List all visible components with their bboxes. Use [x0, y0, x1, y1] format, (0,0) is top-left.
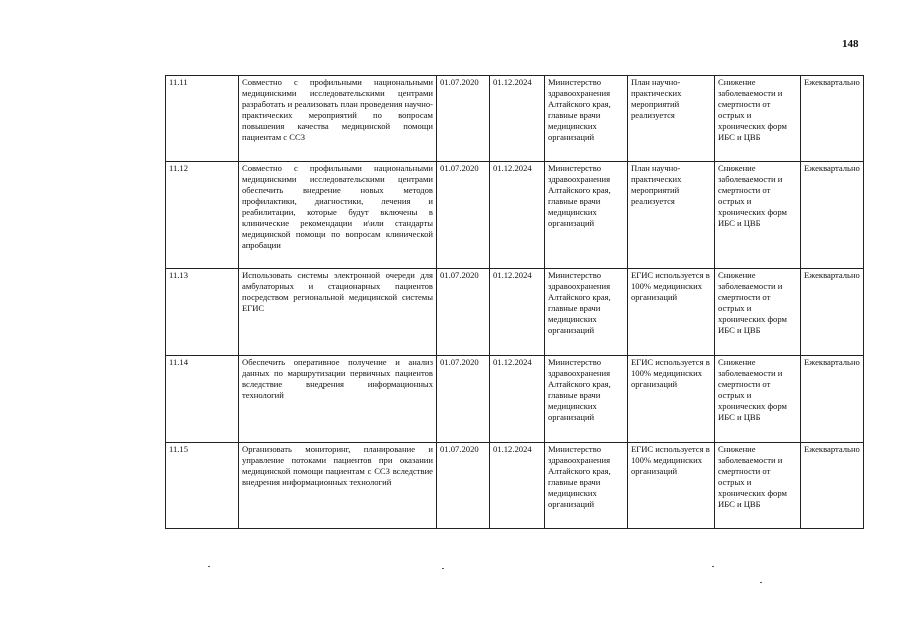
- measure-number: 11.15: [166, 443, 239, 529]
- end-date: 01.12.2024: [490, 443, 545, 529]
- start-date: 01.07.2020: [437, 162, 490, 269]
- responsible-party: Министерство здравоохранения Алтайского края, главные врачи медицинских организаций: [545, 76, 628, 162]
- measures-table: [165, 75, 864, 529]
- measure-number: 11.12: [166, 162, 239, 269]
- responsible-party: Министерство здравоохранения Алтайского края, главные врачи медицинских организаций: [545, 443, 628, 529]
- frequency: Ежеквартально: [801, 162, 864, 269]
- measure-description: Использовать системы электронной очереди для амбулаторных и стационарных пациентов посредством региональной медицинской системы ЕГИС: [239, 269, 437, 356]
- result-characteristic: ЕГИС используется в 100% медицинских организаций: [628, 443, 715, 529]
- table-row: [166, 76, 864, 162]
- table-row: [166, 356, 864, 443]
- measure-number: 11.11: [166, 76, 239, 162]
- frequency: Ежеквартально: [801, 443, 864, 529]
- measure-number: 11.13: [166, 269, 239, 356]
- table-row: [166, 162, 864, 269]
- expected-effect: Снижение заболеваемости и смертности от острых и хронических форм ИБС и ЦВБ: [715, 76, 801, 162]
- measure-description: Обеспечить оперативное получение и анализ данных по маршрутизации первичных пациентов вследствие внедрения информационных технологий: [239, 356, 437, 443]
- page-number: 148: [842, 38, 859, 50]
- responsible-party: Министерство здравоохранения Алтайского края, главные врачи медицинских организаций: [545, 269, 628, 356]
- table-row: [166, 443, 864, 529]
- result-characteristic: ЕГИС используется в 100% медицинских организаций: [628, 269, 715, 356]
- start-date: 01.07.2020: [437, 269, 490, 356]
- measure-description: Организовать мониторинг, планирование и управление потоками пациентов при оказании медицинской помощи пациентам с ССЗ вследствие внедрения информационных технологий: [239, 443, 437, 529]
- end-date: 01.12.2024: [490, 76, 545, 162]
- frequency: Ежеквартально: [801, 76, 864, 162]
- measure-description: Совместно с профильными национальными медицинскими исследовательскими центрами обеспечить внедрение новых методов профилактики, диагностики, лечения и реабилитации, которые будут включены в клинические рекомендации и\или стандарты медицинской помощи по вопросам клинической апробации: [239, 162, 437, 269]
- result-characteristic: План научно-практических мероприятий реализуется: [628, 162, 715, 269]
- start-date: 01.07.2020: [437, 356, 490, 443]
- start-date: 01.07.2020: [437, 76, 490, 162]
- frequency: Ежеквартально: [801, 269, 864, 356]
- start-date: 01.07.2020: [437, 443, 490, 529]
- measure-number: 11.14: [166, 356, 239, 443]
- end-date: 01.12.2024: [490, 356, 545, 443]
- frequency: Ежеквартально: [801, 356, 864, 443]
- end-date: 01.12.2024: [490, 162, 545, 269]
- measure-description: Совместно с профильными национальными медицинскими исследовательскими центрами разработать и реализовать план проведения научно-практических мероприятий по вопросам повышения качества медицинской помощи пациентам с ССЗ: [239, 76, 437, 162]
- responsible-party: Министерство здравоохранения Алтайского края, главные врачи медицинских организаций: [545, 356, 628, 443]
- expected-effect: Снижение заболеваемости и смертности от острых и хронических форм ИБС и ЦВБ: [715, 443, 801, 529]
- end-date: 01.12.2024: [490, 269, 545, 356]
- expected-effect: Снижение заболеваемости и смертности от острых и хронических форм ИБС и ЦВБ: [715, 356, 801, 443]
- expected-effect: Снижение заболеваемости и смертности от острых и хронических форм ИБС и ЦВБ: [715, 269, 801, 356]
- table-row: [166, 269, 864, 356]
- result-characteristic: ЕГИС используется в 100% медицинских организаций: [628, 356, 715, 443]
- result-characteristic: План научно-практических мероприятий реализуется: [628, 76, 715, 162]
- responsible-party: Министерство здравоохранения Алтайского края, главные врачи медицинских организаций: [545, 162, 628, 269]
- expected-effect: Снижение заболеваемости и смертности от острых и хронических форм ИБС и ЦВБ: [715, 162, 801, 269]
